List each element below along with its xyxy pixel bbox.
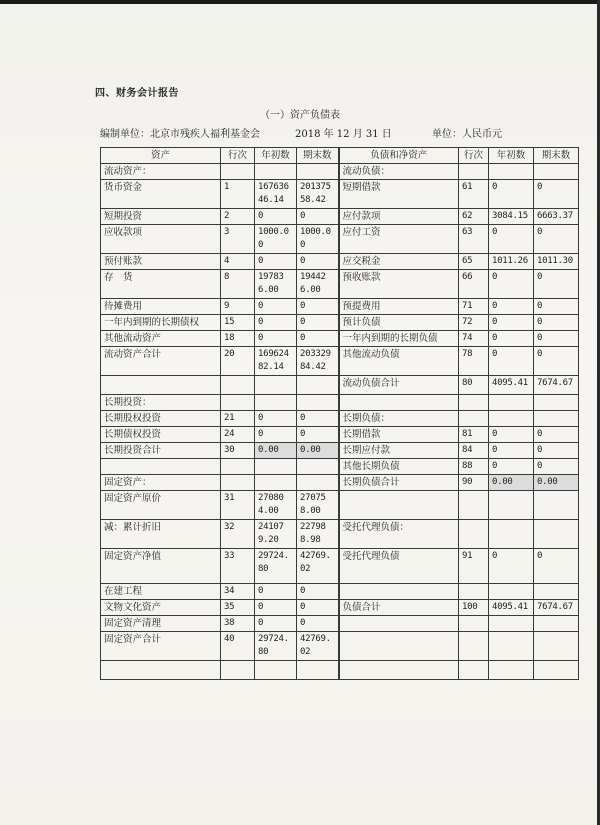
asset-begin-cell [255,475,297,491]
reporting-entity: 编制单位：北京市残疾人福利基金会 [100,129,260,140]
asset-end-cell: 0 [297,584,339,600]
asset-row-no-cell: 18 [221,331,255,347]
asset-begin-cell: 1000.00 [255,225,297,254]
asset-begin-cell: 270804.00 [255,491,297,520]
liability-row-no-cell: 72 [459,315,489,331]
asset-end-cell: 227988.98 [297,520,339,549]
asset-end-cell: 0 [297,427,339,443]
asset-name-cell: 短期投资 [101,209,221,225]
asset-begin-cell: 0 [255,299,297,315]
liability-begin-cell: 0 [489,299,534,315]
liability-begin-cell: 3084.15 [489,209,534,225]
liability-begin-cell: 0 [489,331,534,347]
liability-name-cell: 预提费用 [339,299,459,315]
liability-name-cell: 预收账款 [339,270,459,299]
asset-end-cell: 20137558.42 [297,180,339,209]
table-row [101,600,579,616]
asset-end-cell: 42769.02 [297,632,339,661]
table-row [101,427,579,443]
liability-name-cell: 受托代理负债 [339,549,459,584]
liability-name-cell [339,632,459,661]
asset-row-no-cell [221,661,255,680]
liability-row-no-cell: 88 [459,459,489,475]
table-title: （一）资产负债表 [260,110,340,121]
header-end: 期末数 [297,148,339,164]
liability-name-cell [339,616,459,632]
liability-begin-cell: 0.00 [489,475,534,491]
asset-begin-cell: 0 [255,584,297,600]
liability-begin-cell [489,661,534,680]
asset-end-cell [297,661,339,680]
asset-name-cell: 存 货 [101,270,221,299]
liability-begin-cell [489,395,534,411]
asset-end-cell: 270758.00 [297,491,339,520]
liability-row-no-cell [459,616,489,632]
liability-begin-cell: 0 [489,549,534,584]
liability-row-no-cell: 81 [459,427,489,443]
asset-end-cell: 0 [297,331,339,347]
liability-end-cell [534,491,579,520]
liability-name-cell: 预计负债 [339,315,459,331]
table-row [101,549,579,584]
asset-begin-cell: 16763646.14 [255,180,297,209]
asset-row-no-cell [221,475,255,491]
liability-name-cell: 长期借款 [339,427,459,443]
liability-row-no-cell [459,661,489,680]
asset-begin-cell: 0.00 [255,443,297,459]
asset-end-cell: 0 [297,411,339,427]
liability-row-no-cell: 100 [459,600,489,616]
header-row-no: 行次 [221,148,255,164]
liability-end-cell: 6663.37 [534,209,579,225]
asset-end-cell [297,376,339,395]
liability-end-cell: 1011.30 [534,254,579,270]
liability-end-cell: 0 [534,331,579,347]
asset-name-cell: 在建工程 [101,584,221,600]
liability-name-cell: 长期负债合计 [339,475,459,491]
liability-row-no-cell: 66 [459,270,489,299]
liability-end-cell: 0 [534,459,579,475]
section-title: 四、财务会计报告 [95,88,179,99]
asset-row-no-cell: 40 [221,632,255,661]
asset-row-no-cell: 21 [221,411,255,427]
asset-row-no-cell: 1 [221,180,255,209]
asset-name-cell: 文物文化资产 [101,600,221,616]
table-body [101,164,579,680]
table-row [101,347,579,376]
liability-begin-cell [489,632,534,661]
asset-name-cell: 其他流动资产 [101,331,221,347]
liability-end-cell: 0 [534,347,579,376]
asset-name-cell: 减：累计折旧 [101,520,221,549]
asset-begin-cell [255,661,297,680]
liability-name-cell: 长期负债： [339,411,459,427]
liability-end-cell [534,164,579,180]
liability-name-cell: 其他长期负债 [339,459,459,475]
table-row [101,180,579,209]
asset-begin-cell [255,164,297,180]
liability-row-no-cell: 74 [459,331,489,347]
asset-end-cell: 42769.02 [297,549,339,584]
asset-end-cell: 1000.00 [297,225,339,254]
liability-end-cell: 0 [534,270,579,299]
asset-end-cell [297,459,339,475]
asset-row-no-cell: 32 [221,520,255,549]
asset-begin-cell: 241079.20 [255,520,297,549]
header-row-no-2: 行次 [459,148,489,164]
asset-row-no-cell: 33 [221,549,255,584]
asset-name-cell: 一年内到期的长期债权 [101,315,221,331]
currency-unit: 单位：人民币元 [432,129,502,140]
liability-begin-cell: 1011.26 [489,254,534,270]
asset-end-cell [297,475,339,491]
asset-name-cell: 固定资产合计 [101,632,221,661]
table-row [101,520,579,549]
asset-row-no-cell: 2 [221,209,255,225]
liability-begin-cell [489,491,534,520]
liability-begin-cell: 0 [489,225,534,254]
asset-name-cell: 固定资产： [101,475,221,491]
liability-row-no-cell: 71 [459,299,489,315]
table-row [101,661,579,680]
asset-begin-cell [255,376,297,395]
asset-name-cell [101,376,221,395]
liability-begin-cell: 0 [489,347,534,376]
liability-name-cell [339,584,459,600]
asset-row-no-cell: 31 [221,491,255,520]
liability-row-no-cell [459,395,489,411]
liability-begin-cell: 0 [489,459,534,475]
report-meta [100,125,570,139]
balance-sheet-table [100,147,579,680]
liability-begin-cell: 4095.41 [489,600,534,616]
liability-row-no-cell [459,491,489,520]
header-begin: 年初数 [255,148,297,164]
table-row [101,459,579,475]
asset-name-cell: 固定资产原价 [101,491,221,520]
liability-name-cell: 负债合计 [339,600,459,616]
table-row [101,616,579,632]
liability-name-cell [339,661,459,680]
liability-row-no-cell [459,164,489,180]
asset-row-no-cell: 3 [221,225,255,254]
liability-row-no-cell: 63 [459,225,489,254]
liability-end-cell: 0 [534,315,579,331]
table-row [101,411,579,427]
liability-end-cell [534,661,579,680]
asset-begin-cell: 0 [255,254,297,270]
table-row [101,254,579,270]
table-row [101,376,579,395]
liability-row-no-cell: 61 [459,180,489,209]
liability-row-no-cell [459,411,489,427]
liability-name-cell: 流动负债合计 [339,376,459,395]
liability-row-no-cell [459,632,489,661]
liability-end-cell: 0 [534,443,579,459]
asset-row-no-cell: 15 [221,315,255,331]
table-row [101,209,579,225]
liability-begin-cell [489,411,534,427]
liability-begin-cell [489,616,534,632]
asset-row-no-cell: 8 [221,270,255,299]
table-row [101,331,579,347]
header-begin-2: 年初数 [489,148,534,164]
liability-begin-cell [489,584,534,600]
liability-name-cell: 应付工资 [339,225,459,254]
asset-row-no-cell [221,376,255,395]
liability-name-cell: 短期借款 [339,180,459,209]
asset-name-cell: 长期股权投资 [101,411,221,427]
asset-name-cell [101,661,221,680]
table-row [101,225,579,254]
liability-end-cell: 7674.67 [534,600,579,616]
asset-begin-cell: 29724.80 [255,549,297,584]
table-row [101,443,579,459]
asset-name-cell: 流动资产： [101,164,221,180]
liability-name-cell: 应付款项 [339,209,459,225]
asset-end-cell: 0 [297,209,339,225]
asset-row-no-cell: 9 [221,299,255,315]
table-row [101,475,579,491]
liability-end-cell: 0 [534,180,579,209]
asset-end-cell [297,164,339,180]
liability-begin-cell: 0 [489,315,534,331]
liability-name-cell: 应交税金 [339,254,459,270]
liability-begin-cell [489,164,534,180]
liability-begin-cell: 0 [489,443,534,459]
asset-name-cell [101,459,221,475]
liability-end-cell: 7674.67 [534,376,579,395]
header-liabilities: 负债和净资产 [339,148,459,164]
liability-end-cell [534,520,579,549]
liability-begin-cell: 0 [489,427,534,443]
asset-name-cell: 货币资金 [101,180,221,209]
liability-end-cell [534,632,579,661]
asset-name-cell: 预付账款 [101,254,221,270]
asset-name-cell: 长期债权投资 [101,427,221,443]
asset-row-no-cell [221,459,255,475]
table-row [101,270,579,299]
liability-name-cell: 受托代理负债： [339,520,459,549]
table-row [101,164,579,180]
liability-begin-cell [489,520,534,549]
liability-end-cell [534,616,579,632]
liability-name-cell: 流动负债： [339,164,459,180]
liability-end-cell: 0.00 [534,475,579,491]
liability-name-cell [339,491,459,520]
asset-end-cell: 0 [297,315,339,331]
liability-begin-cell: 0 [489,180,534,209]
asset-end-cell: 0 [297,299,339,315]
table-row [101,632,579,661]
asset-row-no-cell: 24 [221,427,255,443]
liability-end-cell [534,584,579,600]
asset-row-no-cell: 30 [221,443,255,459]
table-header-row [101,148,579,164]
liability-end-cell: 0 [534,299,579,315]
table-row [101,395,579,411]
asset-row-no-cell: 20 [221,347,255,376]
asset-name-cell: 流动资产合计 [101,347,221,376]
liability-name-cell: 其他流动负债 [339,347,459,376]
table-row [101,584,579,600]
header-end-2: 期末数 [534,148,579,164]
table-row [101,299,579,315]
asset-begin-cell: 29724.80 [255,632,297,661]
liability-row-no-cell: 62 [459,209,489,225]
asset-end-cell: 0 [297,254,339,270]
asset-row-no-cell [221,164,255,180]
liability-begin-cell: 0 [489,270,534,299]
header-asset: 资产 [101,148,221,164]
liability-row-no-cell: 78 [459,347,489,376]
liability-row-no-cell: 91 [459,549,489,584]
liability-row-no-cell: 90 [459,475,489,491]
asset-end-cell: 0 [297,616,339,632]
asset-row-no-cell [221,395,255,411]
asset-name-cell: 固定资产净值 [101,549,221,584]
report-date: 2018 年 12 月 31 日 [295,129,392,140]
asset-begin-cell: 0 [255,411,297,427]
liability-row-no-cell: 80 [459,376,489,395]
scan-edge-top [0,0,600,4]
asset-end-cell: 0 [297,600,339,616]
asset-begin-cell: 0 [255,209,297,225]
asset-begin-cell: 16962482.14 [255,347,297,376]
asset-begin-cell: 0 [255,427,297,443]
asset-begin-cell [255,459,297,475]
asset-row-no-cell: 35 [221,600,255,616]
table-row [101,491,579,520]
asset-begin-cell: 0 [255,616,297,632]
asset-begin-cell: 0 [255,331,297,347]
liability-end-cell [534,411,579,427]
asset-row-no-cell: 38 [221,616,255,632]
liability-name-cell [339,395,459,411]
liability-name-cell: 一年内到期的长期负债 [339,331,459,347]
liability-row-no-cell [459,584,489,600]
asset-end-cell: 0.00 [297,443,339,459]
liability-row-no-cell: 65 [459,254,489,270]
asset-end-cell: 20332984.42 [297,347,339,376]
asset-begin-cell: 0 [255,315,297,331]
liability-end-cell [534,395,579,411]
asset-name-cell: 应收款项 [101,225,221,254]
asset-begin-cell: 197836.00 [255,270,297,299]
asset-end-cell: 194426.00 [297,270,339,299]
asset-row-no-cell: 4 [221,254,255,270]
liability-begin-cell: 4095.41 [489,376,534,395]
liability-row-no-cell [459,520,489,549]
asset-name-cell: 固定资产清理 [101,616,221,632]
asset-name-cell: 长期投资： [101,395,221,411]
asset-name-cell: 长期投资合计 [101,443,221,459]
liability-end-cell: 0 [534,225,579,254]
table-row [101,315,579,331]
liability-name-cell: 长期应付款 [339,443,459,459]
liability-row-no-cell: 84 [459,443,489,459]
asset-row-no-cell: 34 [221,584,255,600]
asset-end-cell [297,395,339,411]
asset-begin-cell: 0 [255,600,297,616]
asset-name-cell: 待摊费用 [101,299,221,315]
liability-end-cell: 0 [534,427,579,443]
asset-begin-cell [255,395,297,411]
liability-end-cell: 0 [534,549,579,584]
